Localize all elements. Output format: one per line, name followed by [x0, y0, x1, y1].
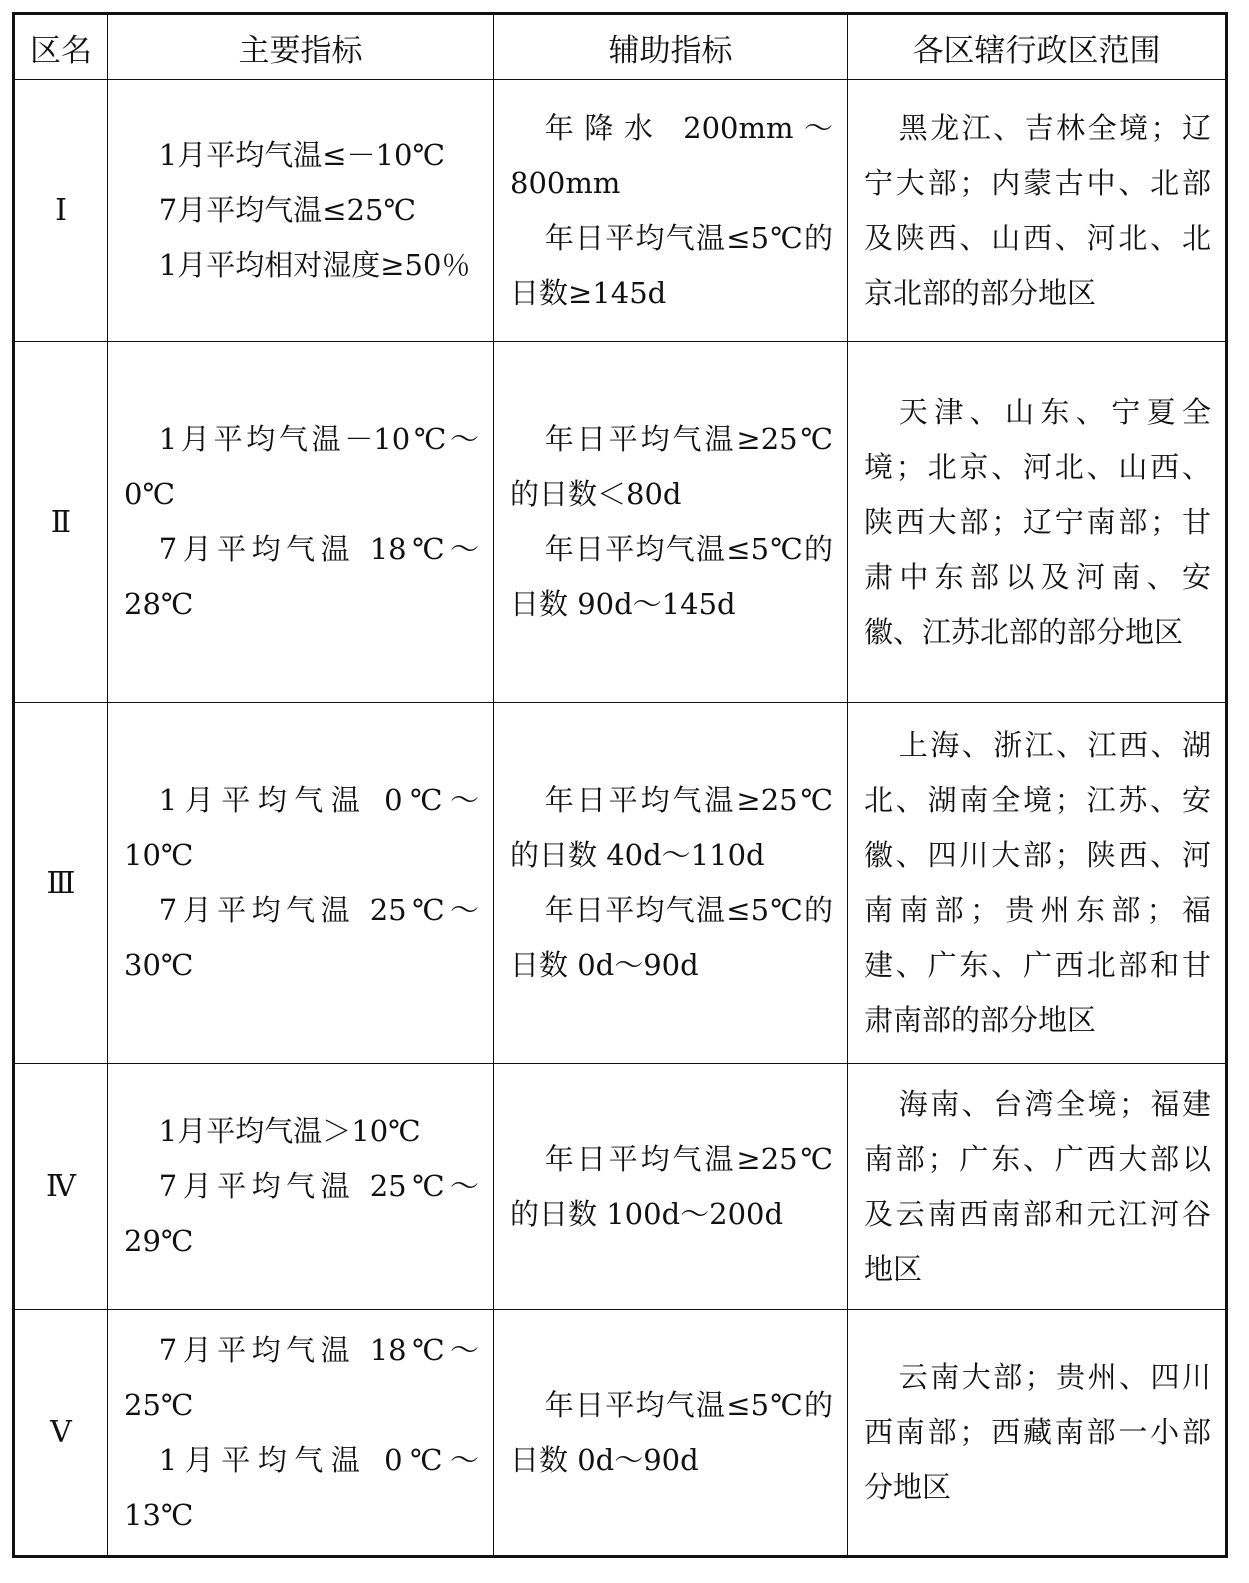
main-indicator: 1月平均气温 0℃～10℃ [124, 783, 479, 872]
region-text-cell [848, 80, 1227, 342]
main-indicator-cell [108, 1064, 494, 1310]
auxiliary-indicator-cell [494, 1310, 848, 1557]
header-administrative-regions: 各区辖行政区范围 [848, 14, 1227, 80]
region-text-cell [848, 342, 1227, 703]
main-indicator: 1月平均气温－10℃～0℃ [124, 422, 479, 511]
header-auxiliary-indicators: 辅助指标 [494, 14, 848, 80]
zone-name-cell: Ⅰ [14, 80, 108, 342]
table-row [14, 1310, 1227, 1557]
header-main-indicators: 主要指标 [108, 14, 494, 80]
region-text-cell [848, 1064, 1227, 1310]
auxiliary-indicator: 年日平均气温≥25℃的日数 40d～110d [510, 783, 833, 872]
main-indicator: 7月平均气温≤25℃ [158, 193, 416, 227]
auxiliary-indicator: 年日平均气温≤5℃的日数 90d～145d [510, 532, 833, 621]
auxiliary-indicator-cell [494, 1064, 848, 1310]
main-indicator: 1月平均气温＞10℃ [158, 1114, 421, 1148]
header-zone-name: 区名 [14, 14, 108, 80]
main-indicator: 1月平均气温≤－10℃ [158, 138, 445, 172]
main-indicator: 1月平均气温 0℃～13℃ [124, 1442, 479, 1532]
main-indicator: 7月平均气温 25℃～29℃ [124, 1169, 479, 1258]
auxiliary-indicator: 年日平均气温≥25℃ 的日数 100d～200d [510, 1141, 833, 1231]
auxiliary-indicator: 年降水 200mm～800mm [510, 110, 833, 200]
region-text: 黑龙江、吉林全境；辽宁大部；内蒙古中、北部及陕西、山西、河北、北京北部的部分地区 [864, 110, 1211, 310]
main-indicator: 7月平均气温 18℃～28℃ [124, 532, 479, 621]
main-indicator: 7月平均气温 25℃～30℃ [124, 893, 479, 982]
zone-name-cell: Ⅱ [14, 342, 108, 703]
region-text-cell [848, 1310, 1227, 1557]
table-row [14, 80, 1227, 342]
region-text: 上海、浙江、江西、湖北、湖南全境；江苏、安徽、四川大部；陕西、河南南部；贵州东部；福建、广东、广西北部和甘肃南部的部分地区 [864, 728, 1211, 1037]
zone-name-cell: Ⅳ [14, 1064, 108, 1310]
zone-name-cell: Ⅲ [14, 703, 108, 1064]
table-row [14, 1064, 1227, 1310]
climate-zone-table [12, 12, 1228, 1558]
region-text-cell [848, 703, 1227, 1064]
auxiliary-indicator: 年日平均气温≤5℃的日数 0d～90d [510, 1387, 833, 1477]
main-indicator-cell [108, 80, 494, 342]
auxiliary-indicator-cell [494, 703, 848, 1064]
table-row [14, 342, 1227, 703]
region-text: 云南大部；贵州、四川西南部；西藏南部一小部分地区 [864, 1360, 1211, 1504]
auxiliary-indicator-cell [494, 342, 848, 703]
main-indicator: 7月平均气温 18℃～25℃ [124, 1332, 479, 1422]
auxiliary-indicator-cell [494, 80, 848, 342]
auxiliary-indicator: 年日平均气温≥25℃的日数＜80d [510, 422, 833, 511]
auxiliary-indicator: 年日平均气温≤5℃的日数 0d～90d [510, 893, 833, 982]
main-indicator-cell [108, 342, 494, 703]
table-row [14, 703, 1227, 1064]
main-indicator: 1月平均相对湿度≥50％ [158, 248, 471, 282]
region-text: 天津、山东、宁夏全境；北京、河北、山西、陕西大部；辽宁南部；甘肃中东部以及河南、安徽、江苏北部的部分地区 [864, 394, 1211, 649]
zone-name-cell: Ⅴ [14, 1310, 108, 1557]
region-text: 海南、台湾全境；福建南部；广东、广西大部以及云南西南部和元江河谷地区 [864, 1086, 1211, 1286]
auxiliary-indicator: 年日平均气温≤5℃的日数≥145d [510, 220, 833, 310]
main-indicator-cell [108, 1310, 494, 1557]
main-indicator-cell [108, 703, 494, 1064]
header-row [14, 14, 1227, 80]
